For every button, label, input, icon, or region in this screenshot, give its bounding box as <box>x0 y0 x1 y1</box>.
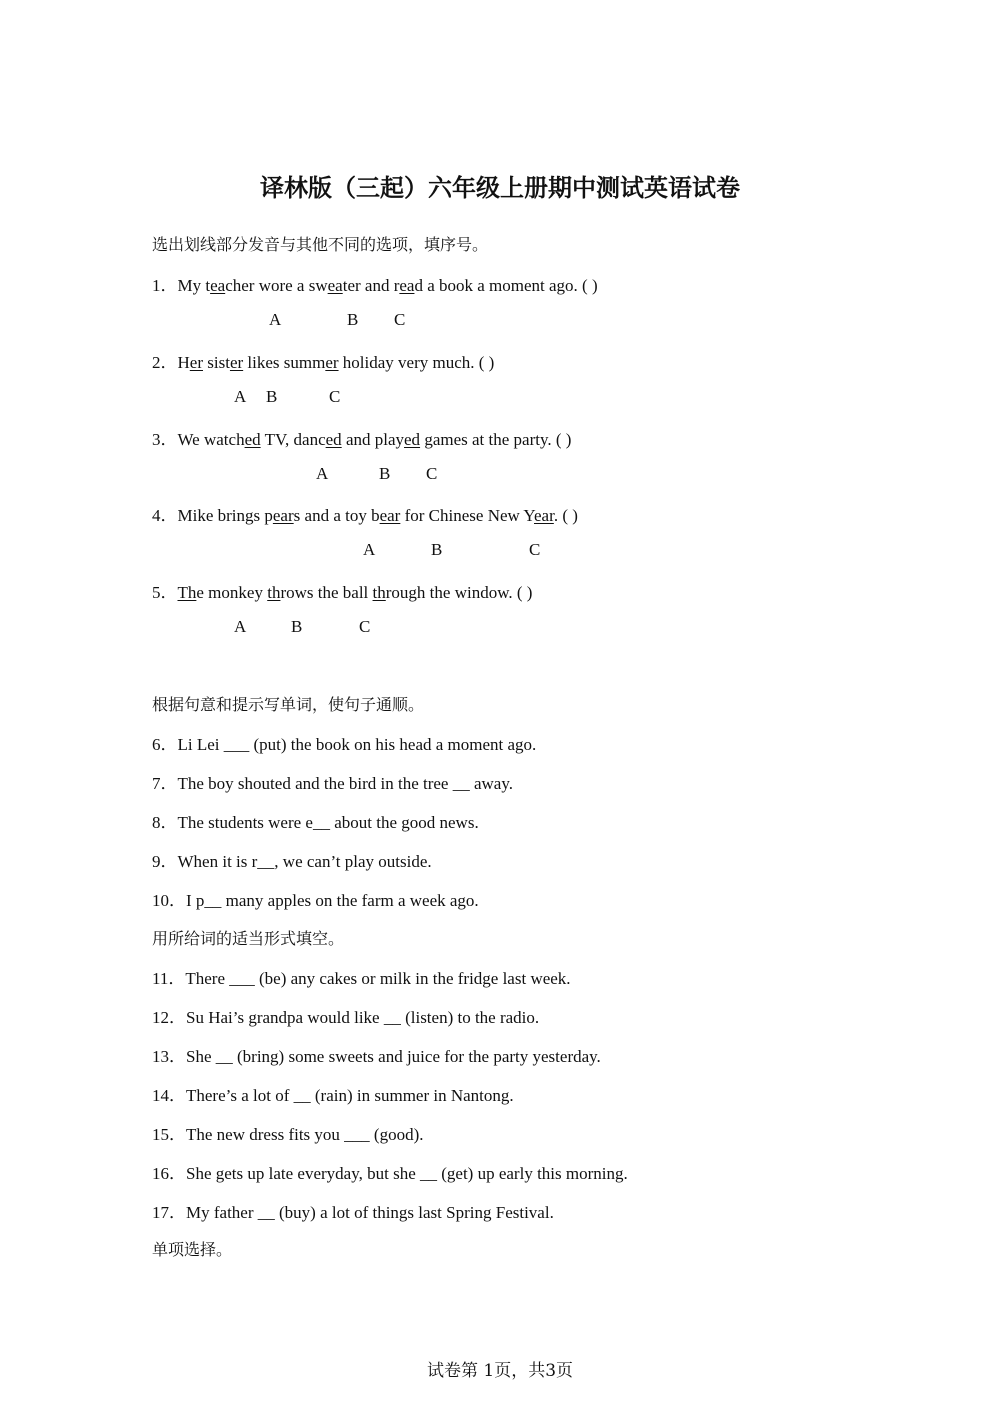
option-label-c: C <box>426 464 438 483</box>
underlined-part-b: th <box>267 583 281 602</box>
option-label-a: A <box>234 387 247 406</box>
option-label-c: C <box>359 617 371 636</box>
question-3: 3．We watched TV, danced and played games at the party. ( ) <box>152 430 572 449</box>
underlined-part-b: ea <box>327 276 343 295</box>
option-label-a: A <box>234 617 247 636</box>
underlined-part-c: ea <box>399 276 415 295</box>
question-16: 16．She gets up late everyday, but she __ (get) up early this morning. <box>152 1164 628 1183</box>
underlined-part-b: ear <box>379 506 401 525</box>
question-7: 7．The boy shouted and the bird in the tree __ away. <box>152 774 513 793</box>
section-heading-phonetics: 选出划线部分发音与其他不同的选项，填序号。 <box>152 235 489 254</box>
exam-title: 译林版（三起）六年级上册期中测试英语试卷 <box>260 174 740 202</box>
option-labels-2 <box>0 387 1000 409</box>
option-label-b: B <box>291 617 303 636</box>
option-label-b: B <box>431 540 443 559</box>
question-17: 17．My father __ (buy) a lot of things last Spring Festival. <box>152 1203 554 1222</box>
underlined-part-c: er <box>325 353 339 372</box>
underlined-part-a: ed <box>244 430 261 449</box>
option-label-a: A <box>269 310 282 329</box>
question-10: 10．I p__ many apples on the farm a week ago. <box>152 891 479 910</box>
question-11: 11．There ___ (be) any cakes or milk in the fridge last week. <box>152 969 571 988</box>
section-heading-word-forms: 用所给词的适当形式填空。 <box>152 929 345 948</box>
question-4: 4．Mike brings pears and a toy bear for Chinese New Year. ( ) <box>152 506 578 525</box>
option-label-c: C <box>329 387 341 406</box>
question-12: 12．Su Hai’s grandpa would like __ (listen) to the radio. <box>152 1008 540 1027</box>
option-label-b: B <box>379 464 391 483</box>
question-14: 14．There’s a lot of __ (rain) in summer in Nantong. <box>152 1086 514 1105</box>
option-label-b: B <box>266 387 278 406</box>
question-9: 9．When it is r__, we can’t play outside. <box>152 852 432 871</box>
option-labels-5 <box>0 617 1000 639</box>
underlined-part-c: th <box>372 583 386 602</box>
question-15: 15．The new dress fits you ___ (good). <box>152 1125 424 1144</box>
option-label-b: B <box>347 310 359 329</box>
question-8: 8．The students were e__ about the good news. <box>152 813 479 832</box>
underlined-part-a: ear <box>272 506 294 525</box>
page-footer: 试卷第 1页，共3页 <box>426 1361 574 1381</box>
question-13: 13．She __ (bring) some sweets and juice for the party yesterday. <box>152 1047 601 1066</box>
underlined-part-c: ear <box>534 506 554 525</box>
option-labels-4 <box>0 540 1000 562</box>
question-5: 5．The monkey throws the ball through the window. ( ) <box>152 583 533 602</box>
section-heading-word-writing: 根据句意和提示写单词，使句子通顺。 <box>152 695 425 714</box>
option-label-c: C <box>394 310 406 329</box>
question-1: 1．My teacher wore a sweater and read a book a moment ago. ( ) <box>152 276 598 295</box>
section-heading-single-choice: 单项选择。 <box>152 1240 233 1259</box>
question-2: 2．Her sister likes summer holiday very much. ( ) <box>152 353 495 372</box>
underlined-part-c: ed <box>404 430 421 449</box>
option-labels-3 <box>0 464 1000 486</box>
underlined-part-a: er <box>189 353 203 372</box>
underlined-part-a: ea <box>210 276 226 295</box>
option-label-a: A <box>316 464 329 483</box>
underlined-part-a: Th <box>177 583 197 602</box>
question-6: 6．Li Lei ___ (put) the book on his head a moment ago. <box>152 735 537 754</box>
option-label-a: A <box>363 540 376 559</box>
underlined-part-b: er <box>229 353 244 372</box>
option-label-c: C <box>529 540 541 559</box>
option-labels-1 <box>0 310 1000 332</box>
underlined-part-b: ed <box>325 430 342 449</box>
